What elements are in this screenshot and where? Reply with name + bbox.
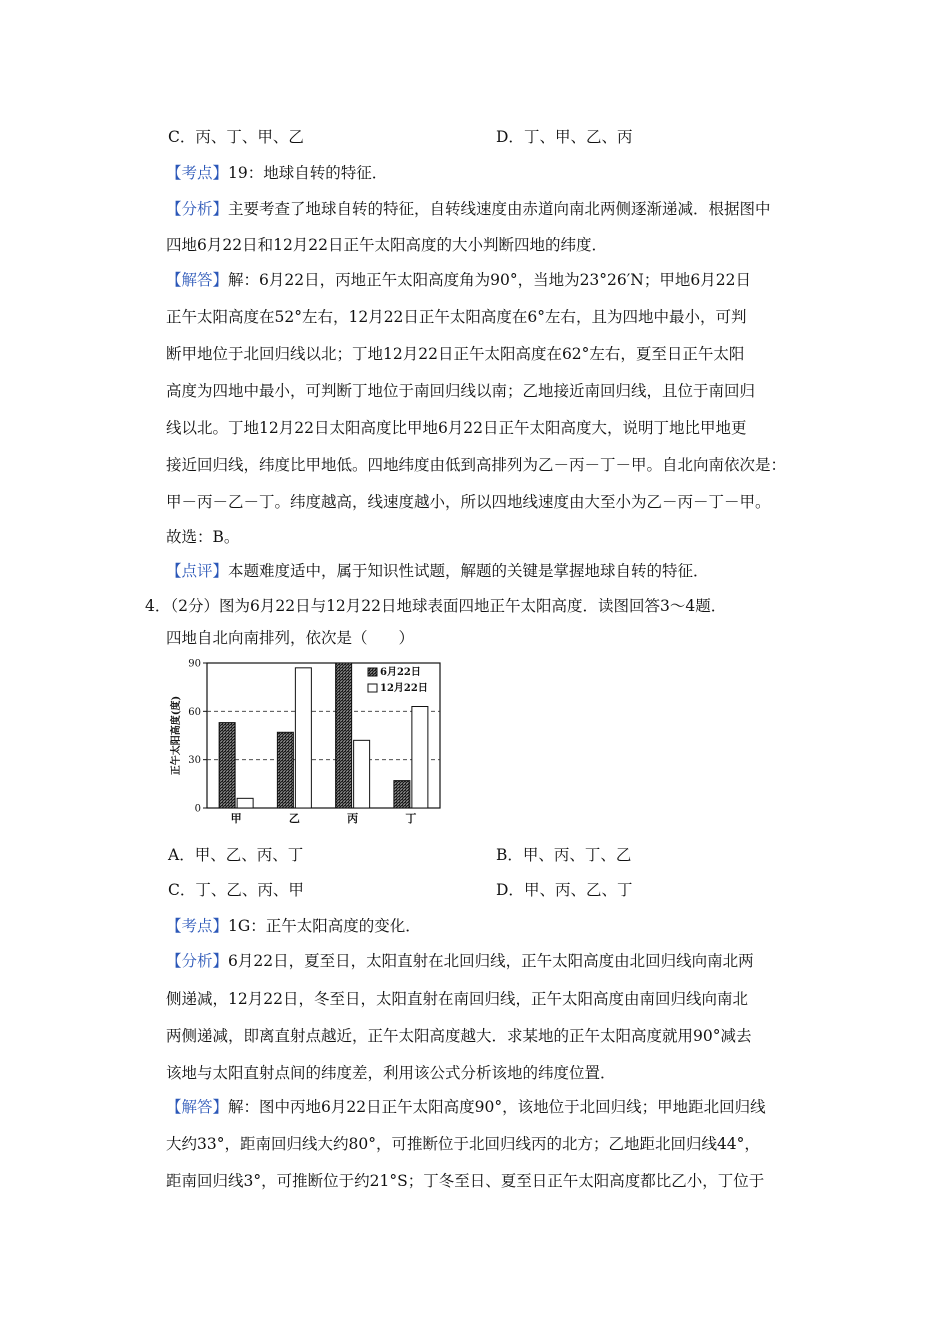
option-text: 甲、丙、乙、丁 [523,881,633,899]
legend-label: 6月22日 [380,667,421,678]
jieda-prev-line-7: 故选：B。 [166,528,240,546]
jieda-prev-line-4: 线以北。丁地12月22日太阳高度比甲地6月22日正午太阳高度大，说明丁地比甲地更 [166,419,747,437]
bar-dec22 [354,740,370,808]
bar-dec22 [412,707,428,809]
x-tick-label: 乙 [288,812,300,825]
fenxi-text: 主要考查了地球自转的特征，自转线速度由赤道向南北两侧逐渐递减．根据图中 [228,200,771,218]
bar-dec22 [237,798,253,808]
option-b[interactable] [496,845,631,865]
jieda-prev-line-3: 高度为四地中最小，可判断丁地位于南回归线以南；乙地接近南回归线，且位于南回归 [166,382,756,400]
fenxi-q4-line-3: 该地与太阳直射点间的纬度差，利用该公式分析该地的纬度位置． [166,1064,616,1082]
bar-jun22 [394,781,410,808]
option-letter: D． [496,128,524,146]
question-number: 4． [145,597,171,615]
legend-swatch [368,668,377,676]
jieda-prev-line-0 [166,270,751,290]
jieda-prev-line-5: 接近回归线，纬度比甲地低。四地纬度由低到高排列为乙－丙－丁－甲。自北向南依次是： [166,456,787,474]
option-text: 甲、丙、丁、乙 [522,846,632,864]
option-text: 丙、丁、甲、乙 [195,128,304,146]
kaodian-text: 1G：正午太阳高度的变化． [228,917,421,935]
option-text: 甲、乙、丙、丁 [194,846,304,864]
bar-dec22 [295,668,311,808]
y-axis-label: 正午太阳高度(度) [171,695,182,776]
y-tick-label: 90 [188,658,201,670]
bar-jun22 [277,732,293,808]
jieda-text: 解：6月22日，丙地正午太阳高度角为90°，当地为23°26′N；甲地6月22日 [228,271,751,289]
x-tick-label: 丁 [405,812,417,825]
question-4-stem-line2: 四地自北向南排列，依次是（ ） [166,629,415,647]
option-letter: C． [168,881,196,899]
jieda-prev-line-6: 甲－丙－乙－丁。纬度越高，线速度越小，所以四地线速度由大至小为乙－丙－丁－甲。 [166,493,771,511]
fenxi-q4-line-0 [166,951,754,971]
y-tick-label: 0 [194,803,201,815]
option-c-prev [168,127,304,147]
fenxi-prev-line-1: 四地6月22日和12月22日正午太阳高度的大小判断四地的纬度． [166,236,608,254]
option-letter: C． [168,128,196,146]
jieda-prev-line-2: 断甲地位于北回归线以北；丁地12月22日正午太阳高度在62°左右，夏至日正午太阳 [166,345,745,363]
jieda-text: 解：图中丙地6月22日正午太阳高度90°，该地位于北回归线；甲地距北回归线 [228,1098,766,1116]
fenxi-tag: 【分析】 [166,200,229,218]
x-tick-label: 甲 [230,812,242,825]
bar-jun22 [336,663,352,808]
option-c[interactable] [168,880,304,900]
option-text: 丁、乙、丙、甲 [195,881,304,899]
question-4-stem [145,596,726,616]
jieda-q4-line-1: 大约33°，距南回归线大约80°，可推断位于北回归线丙的北方；乙地距北回归线44°， [166,1135,760,1153]
chart-canvas [165,655,455,834]
dianping-prev [166,561,709,581]
option-d[interactable] [496,880,632,900]
option-letter: D． [496,881,524,899]
legend-swatch [368,684,377,692]
option-letter: A． [168,846,195,864]
dianping-text: 本题难度适中，属于知识性试题，解题的关键是掌握地球自转的特征． [228,562,709,580]
option-a[interactable] [168,845,303,865]
jieda-q4-line-2: 距南回归线3°，可推断位于约21°S；丁冬至日、夏至日正午太阳高度都比乙小，丁位于 [166,1172,765,1190]
option-letter: B． [496,846,523,864]
y-tick-label: 60 [188,706,201,718]
legend-label: 12月22日 [380,683,428,694]
question-stem-text: （2分）图为6月22日与12月22日地球表面四地正午太阳高度．读图回答3～4题． [170,597,727,615]
sun-altitude-chart [165,655,455,830]
kaodian-tag: 【考点】 [166,917,229,935]
option-d-prev [496,127,632,147]
kaodian-tag: 【考点】 [166,164,229,182]
fenxi-q4-line-1: 侧递减，12月22日，冬至日，太阳直射在南回归线，正午太阳高度由南回归线向南北 [166,990,748,1008]
bar-jun22 [219,723,235,808]
jieda-prev-line-1: 正午太阳高度在52°左右，12月22日正午太阳高度在6°左右，且为四地中最小，可判 [166,308,747,326]
chart-svg [165,655,455,830]
option-text: 丁、甲、乙、丙 [523,128,633,146]
jieda-q4-line-0 [166,1097,766,1117]
fenxi-prev-line-0 [166,199,771,219]
jieda-tag: 【解答】 [166,271,229,289]
jieda-tag: 【解答】 [166,1098,229,1116]
fenxi-q4-line-2: 两侧递减，即离直射点越近，正午太阳高度越大．求某地的正午太阳高度就用90°减去 [166,1027,752,1045]
fenxi-text: 6月22日，夏至日，太阳直射在北回归线，正午太阳高度由北回归线向南北两 [228,952,754,970]
fenxi-tag: 【分析】 [166,952,229,970]
x-tick-label: 丙 [347,812,359,825]
dianping-tag: 【点评】 [166,562,229,580]
y-tick-label: 30 [188,755,201,767]
kaodian-q4 [166,916,421,936]
kaodian-prev [166,163,387,183]
kaodian-text: 19：地球自转的特征． [228,164,388,182]
